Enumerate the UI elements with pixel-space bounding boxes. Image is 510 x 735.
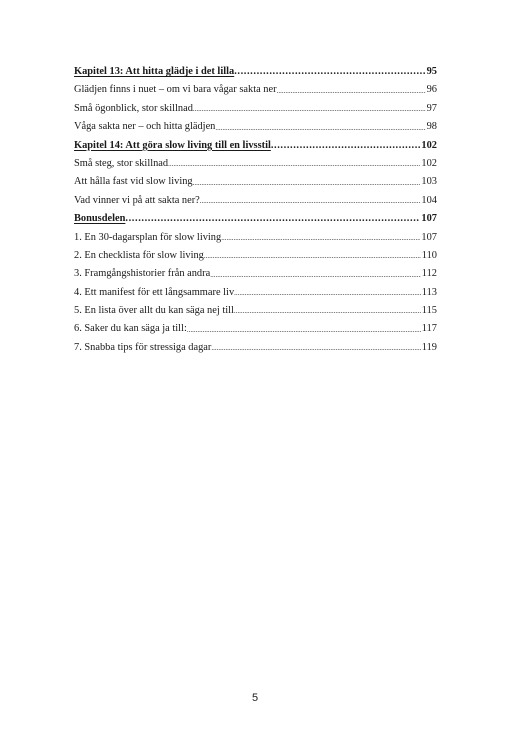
toc-dot-leader xyxy=(234,302,421,320)
toc-entry-page: 95 xyxy=(426,65,437,77)
toc-entry[interactable] xyxy=(74,155,437,173)
toc-dot-leader xyxy=(168,155,420,173)
page-number: 5 xyxy=(251,692,259,704)
toc-entry-title: Små ögonblick, stor skillnad xyxy=(74,102,193,114)
toc-entry-title: Små steg, stor skillnad xyxy=(74,157,169,169)
toc-entry[interactable] xyxy=(74,229,437,247)
toc-entry[interactable] xyxy=(74,339,437,357)
toc-entry[interactable] xyxy=(74,302,437,320)
toc-entry-bonus[interactable] xyxy=(74,210,437,228)
toc-entry-page: 102 xyxy=(421,157,437,169)
toc-entry-title: Kapitel 14: Att göra slow living till en livsstil xyxy=(74,139,271,151)
table-of-contents xyxy=(74,63,437,357)
toc-entry[interactable] xyxy=(74,320,437,338)
toc-entry-title: Att hålla fast vid slow living xyxy=(74,176,193,188)
toc-entry-title: 4. Ett manifest för ett långsammare liv xyxy=(74,286,235,298)
toc-dot-leader xyxy=(204,247,421,265)
toc-entry-page: 117 xyxy=(421,323,437,335)
toc-entry-title: Vad vinner vi på att sakta ner? xyxy=(74,194,200,206)
toc-entry-page: 97 xyxy=(426,102,437,114)
toc-entry[interactable] xyxy=(74,265,437,283)
toc-entry-page: 96 xyxy=(426,84,437,96)
toc-entry[interactable] xyxy=(74,118,437,136)
toc-dot-leader xyxy=(234,63,425,81)
toc-entry[interactable] xyxy=(74,100,437,118)
toc-entry-title: 3. Framgångshistorier från andra xyxy=(74,268,211,280)
toc-entry-page: 98 xyxy=(426,121,437,133)
toc-dot-leader xyxy=(125,210,420,228)
toc-entry-title: Glädjen finns i nuet – om vi bara vågar sakta ner xyxy=(74,84,277,96)
toc-entry-page: 107 xyxy=(421,231,437,243)
toc-entry-title: 5. En lista över allt du kan säga nej till xyxy=(74,305,234,317)
toc-entry-page: 110 xyxy=(421,249,437,261)
toc-dot-leader xyxy=(200,192,421,210)
toc-entry-title: Våga sakta ner – och hitta glädjen xyxy=(74,121,216,133)
toc-entry-page: 104 xyxy=(421,194,437,206)
toc-entry-chapter-13[interactable] xyxy=(74,63,437,81)
toc-entry-page: 107 xyxy=(421,213,437,225)
toc-dot-leader xyxy=(271,137,421,155)
toc-dot-leader xyxy=(277,81,426,99)
toc-dot-leader xyxy=(215,118,425,136)
toc-entry-title: 6. Saker du kan säga ja till: xyxy=(74,323,187,335)
toc-entry-page: 102 xyxy=(421,139,437,151)
toc-entry-title: 2. En checklista för slow living xyxy=(74,249,204,261)
toc-entry[interactable] xyxy=(74,284,437,302)
toc-entry-title: 1. En 30-dagarsplan för slow living xyxy=(74,231,222,243)
toc-entry-page: 103 xyxy=(421,176,437,188)
toc-dot-leader xyxy=(210,265,421,283)
toc-dot-leader xyxy=(187,320,421,338)
toc-dot-leader xyxy=(193,173,421,191)
toc-dot-leader xyxy=(221,229,420,247)
toc-entry-page: 112 xyxy=(421,268,437,280)
toc-entry[interactable] xyxy=(74,173,437,191)
toc-entry-title: 7. Snabba tips för stressiga dagar xyxy=(74,341,212,353)
toc-dot-leader xyxy=(193,100,426,118)
toc-entry-page: 113 xyxy=(421,286,437,298)
toc-entry-page: 115 xyxy=(421,305,437,317)
toc-entry[interactable] xyxy=(74,192,437,210)
toc-dot-leader xyxy=(211,339,420,357)
toc-entry[interactable] xyxy=(74,247,437,265)
toc-entry-chapter-14[interactable] xyxy=(74,137,437,155)
toc-entry-title: Bonusdelen xyxy=(74,213,126,225)
toc-entry-page: 119 xyxy=(421,341,437,353)
toc-entry-title: Kapitel 13: Att hitta glädje i det lilla xyxy=(74,65,235,77)
toc-dot-leader xyxy=(234,284,421,302)
toc-entry[interactable] xyxy=(74,81,437,99)
